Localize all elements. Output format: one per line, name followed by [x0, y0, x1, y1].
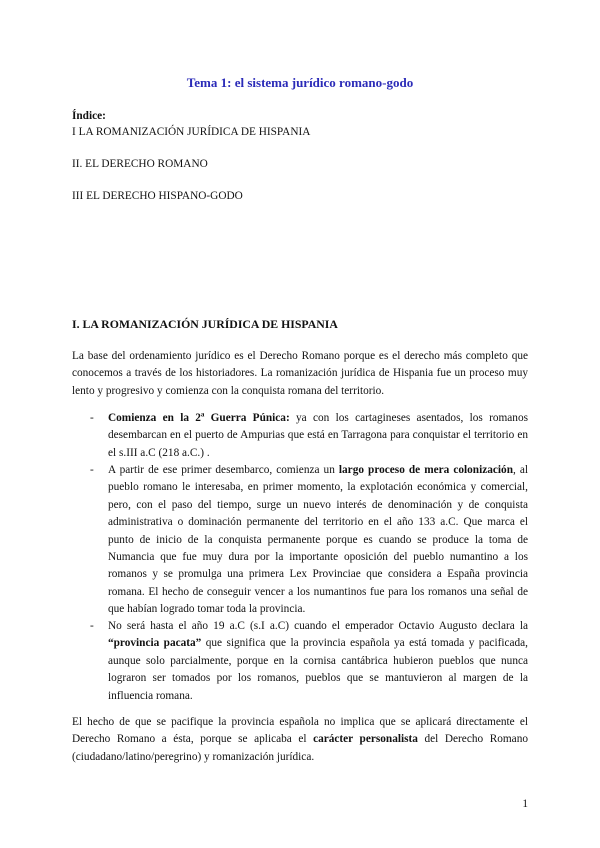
- closing-paragraph: [72, 714, 528, 766]
- index-item-2: II. EL DERECHO ROMANO: [72, 158, 208, 170]
- document-title: Tema 1: el sistema jurídico romano-godo: [186, 75, 414, 90]
- bullet-body: ya con los cartagineses asentados, los romanos desembarcan en el puerto de Ampurias que está en Tarragona para conquistar el territorio en el s.III a.C (218 a.C.) .: [108, 412, 528, 459]
- closing-lead: El hecho de que se pacifique la provincia española no implica que se aplicará directamente el Derecho Romano a ésta, porque se aplicaba el: [72, 716, 528, 746]
- bullet-text: [108, 410, 528, 462]
- section-heading: I. LA ROMANIZACIÓN JURÍDICA DE HISPANIA: [72, 317, 338, 331]
- bullet-bold: Comienza en la 2ª Guerra Púnica:: [108, 412, 290, 424]
- bullet-lead: No será hasta el año 19 a.C (s.I a.C) cuando el emperador Octavio Augusto declara la: [108, 620, 528, 632]
- bullet-bold: “provincia pacata”: [108, 637, 202, 650]
- bullet-body: , al pueblo romano le interesaba, en primer momento, la explotación económica y comercial, pero, con el paso del tiempo, surge un nuevo interés de denominación y de conquista administrativa o dominación permanente del territorio en el año 133 a.C. Que marca el punto de inicio de la conquista permanente porque es cuando se produce la toma de Numancia que fue muy dura por la importante oposición del pueblo numantino a los romanos y se promulga una primera Lex Provinciae que considera a España provincia romana. El hecho de conseguir vencer a los numantinos fue para los romanos una señal de que habían logrado tomar toda la provincia.: [108, 464, 529, 616]
- bullet-bold: largo proceso de mera colonización: [338, 464, 513, 476]
- page-number: 1: [522, 798, 528, 810]
- bullet-body: que significa que la provincia española ya está tomada y pacificada, aunque solo parcialmente, porque en la cornisa cantábrica hubieron pueblos que nunca lograron ser tomados por los romanos, pueblos que se mantuvieron al margen de la influencia romana.: [108, 637, 528, 702]
- index-item-3: III EL DERECHO HISPANO-GODO: [72, 190, 243, 202]
- intro-paragraph: La base del ordenamiento jurídico es el Derecho Romano porque es el derecho más completo que conocemos a través de los historiadores. La romanización jurídica de Hispania fue un proceso muy lento y progresivo y comienza con la conquista romana del territorio.: [72, 350, 528, 397]
- bullet-dash: -: [90, 464, 94, 476]
- index-heading: Índice:: [72, 110, 106, 122]
- bullet-dash: -: [90, 620, 94, 632]
- bullet-lead: A partir de ese primer desembarco, comienza un: [108, 464, 339, 476]
- bullet-dash: -: [90, 412, 94, 424]
- bullet-text: [108, 462, 528, 619]
- bullet-text: [108, 618, 528, 705]
- index-item-1: I LA ROMANIZACIÓN JURÍDICA DE HISPANIA: [72, 126, 311, 138]
- closing-bold: carácter personalista: [313, 733, 418, 746]
- closing-body: del Derecho Romano (ciudadano/latino/peregrino) y romanización jurídica.: [72, 733, 528, 763]
